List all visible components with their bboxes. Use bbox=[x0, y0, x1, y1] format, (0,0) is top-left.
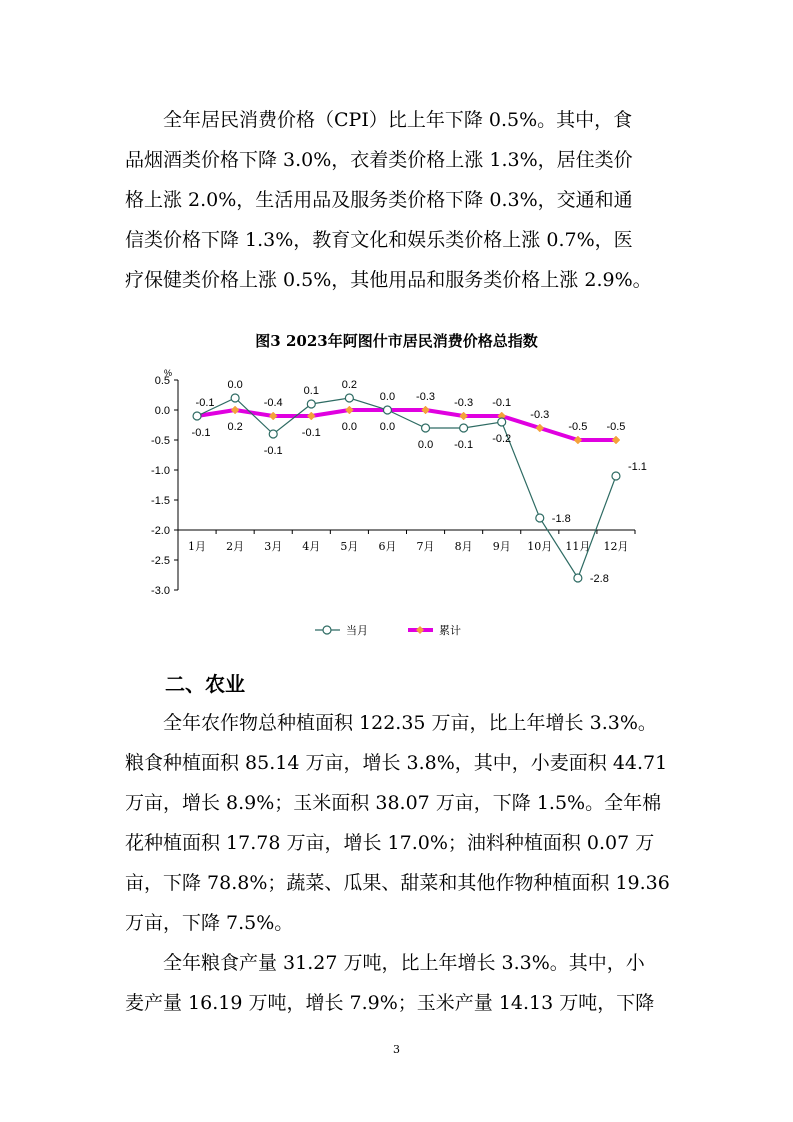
legend-marker-cumulative bbox=[416, 626, 424, 634]
monthly-point bbox=[536, 514, 544, 522]
x-tick-label: 8月 bbox=[454, 540, 473, 553]
legend-label-monthly: 当月 bbox=[346, 624, 368, 637]
text-line: 疗保健类价格上涨 0.5%，其他用品和服务类价格上涨 2.9%。 bbox=[125, 269, 652, 291]
cumulative-point bbox=[269, 412, 277, 420]
text-line: 全年农作物总种植面积 122.35 万亩，比上年增长 3.3%。 bbox=[125, 712, 657, 734]
cumulative-point bbox=[422, 406, 430, 414]
monthly-data-label: 0.0 bbox=[379, 391, 396, 403]
text-line: 全年粮食产量 31.27 万吨，比上年增长 3.3%。其中，小 bbox=[125, 952, 645, 974]
x-tick-label: 11月 bbox=[565, 540, 591, 553]
cumulative-data-label: -0.1 bbox=[263, 445, 283, 457]
text-line: 格上涨 2.0%，生活用品及服务类价格下降 0.3%，交通和通 bbox=[125, 189, 633, 211]
cumulative-data-label: -0.1 bbox=[191, 427, 211, 439]
series-line-cumulative bbox=[197, 410, 616, 440]
cumulative-point bbox=[612, 436, 620, 444]
chart-canvas bbox=[130, 360, 670, 650]
cumulative-data-label: -0.2 bbox=[492, 433, 512, 445]
y-tick-label: 0.5 bbox=[154, 375, 170, 387]
monthly-data-label: -2.8 bbox=[589, 573, 609, 585]
cumulative-data-label: 0.0 bbox=[341, 421, 358, 433]
y-axis-unit: % bbox=[164, 368, 173, 378]
x-tick-label: 2月 bbox=[226, 540, 245, 553]
text-line: 信类价格下降 1.3%，教育文化和娱乐类价格上涨 0.7%，医 bbox=[125, 229, 633, 251]
monthly-data-label: -1.1 bbox=[627, 461, 647, 473]
x-tick-label: 7月 bbox=[416, 540, 435, 553]
y-tick-label: -1.5 bbox=[151, 495, 170, 507]
monthly-data-label: -1.8 bbox=[551, 513, 571, 525]
cumulative-point bbox=[307, 412, 315, 420]
monthly-data-label: 0.0 bbox=[227, 379, 243, 391]
paragraph-cpi bbox=[125, 100, 675, 300]
cumulative-point bbox=[345, 406, 353, 414]
x-tick-label: 9月 bbox=[492, 540, 511, 553]
text-line: 花种植面积 17.78 万亩，增长 17.0%；油料种植面积 0.07 万 bbox=[125, 832, 655, 854]
text-line: 品烟酒类价格下降 3.0%，衣着类价格上涨 1.3%，居住类价 bbox=[125, 149, 633, 171]
monthly-point bbox=[383, 406, 391, 414]
series-line-monthly bbox=[197, 398, 616, 578]
monthly-point bbox=[345, 394, 353, 402]
x-tick-label: 10月 bbox=[527, 540, 553, 553]
x-tick-label: 1月 bbox=[188, 540, 207, 553]
y-tick-label: -1.0 bbox=[151, 465, 170, 477]
x-tick-label: 5月 bbox=[340, 540, 359, 553]
cumulative-data-label: -0.5 bbox=[568, 421, 588, 433]
y-tick-label: -2.5 bbox=[151, 555, 170, 567]
cpi-line-chart bbox=[130, 360, 670, 650]
cumulative-data-label: -0.3 bbox=[530, 409, 550, 421]
x-tick-label: 4月 bbox=[302, 540, 321, 553]
x-tick-label: 6月 bbox=[378, 540, 397, 553]
cumulative-data-label: 0.0 bbox=[379, 421, 396, 433]
legend-label-cumulative: 累计 bbox=[439, 624, 461, 637]
y-tick-label: -2.0 bbox=[151, 525, 170, 537]
monthly-point bbox=[574, 574, 582, 582]
paragraph-agri-area bbox=[125, 703, 675, 943]
text-line: 麦产量 16.19 万吨，增长 7.9%；玉米产量 14.13 万吨，下降 bbox=[125, 992, 655, 1014]
monthly-data-label: 0.1 bbox=[303, 385, 319, 397]
paragraph-agri-output bbox=[125, 943, 675, 1023]
monthly-point bbox=[460, 424, 468, 432]
page-number: 3 bbox=[393, 1043, 400, 1056]
monthly-data-label: 0.2 bbox=[341, 379, 358, 391]
text-line: 全年居民消费价格（CPI）比上年下降 0.5%。其中，食 bbox=[125, 109, 633, 131]
x-tick-label: 3月 bbox=[264, 540, 283, 553]
cumulative-data-label: 0.2 bbox=[227, 421, 243, 433]
cumulative-data-label: -0.1 bbox=[301, 427, 321, 439]
x-tick-label: 12月 bbox=[603, 540, 629, 553]
section-heading: 二、农业 bbox=[165, 672, 245, 696]
cumulative-point bbox=[460, 412, 468, 420]
text-line: 粮食种植面积 85.14 万亩，增长 3.8%，其中，小麦面积 44.71 bbox=[125, 752, 668, 774]
monthly-point bbox=[193, 412, 201, 420]
monthly-data-label: -0.1 bbox=[492, 397, 512, 409]
monthly-data-label: -0.1 bbox=[195, 397, 215, 409]
cumulative-data-label: 0.0 bbox=[417, 439, 434, 451]
monthly-data-label: -0.3 bbox=[454, 397, 474, 409]
y-tick-label: 0.0 bbox=[154, 405, 170, 417]
y-tick-label: -0.5 bbox=[151, 435, 170, 447]
text-line: 万亩，增长 8.9%；玉米面积 38.07 万亩，下降 1.5%。全年棉 bbox=[125, 792, 662, 814]
monthly-point bbox=[307, 400, 315, 408]
monthly-point bbox=[269, 430, 277, 438]
y-tick-label: -3.0 bbox=[151, 585, 170, 597]
cumulative-point bbox=[231, 406, 239, 414]
monthly-point bbox=[498, 418, 506, 426]
monthly-point bbox=[422, 424, 430, 432]
cumulative-data-label: -0.5 bbox=[606, 421, 626, 433]
chart-title: 图3 2023年阿图什市居民消费价格总指数 bbox=[255, 332, 538, 350]
text-line: 万亩，下降 7.5%。 bbox=[125, 912, 294, 934]
cumulative-data-label: -0.1 bbox=[454, 439, 474, 451]
text-line: 亩，下降 78.8%；蔬菜、瓜果、甜菜和其他作物种植面积 19.36 bbox=[125, 872, 670, 894]
monthly-data-label: -0.4 bbox=[263, 397, 283, 409]
monthly-point bbox=[231, 394, 239, 402]
legend-marker-monthly bbox=[323, 626, 331, 634]
monthly-data-label: -0.3 bbox=[416, 391, 436, 403]
monthly-point bbox=[612, 472, 620, 480]
